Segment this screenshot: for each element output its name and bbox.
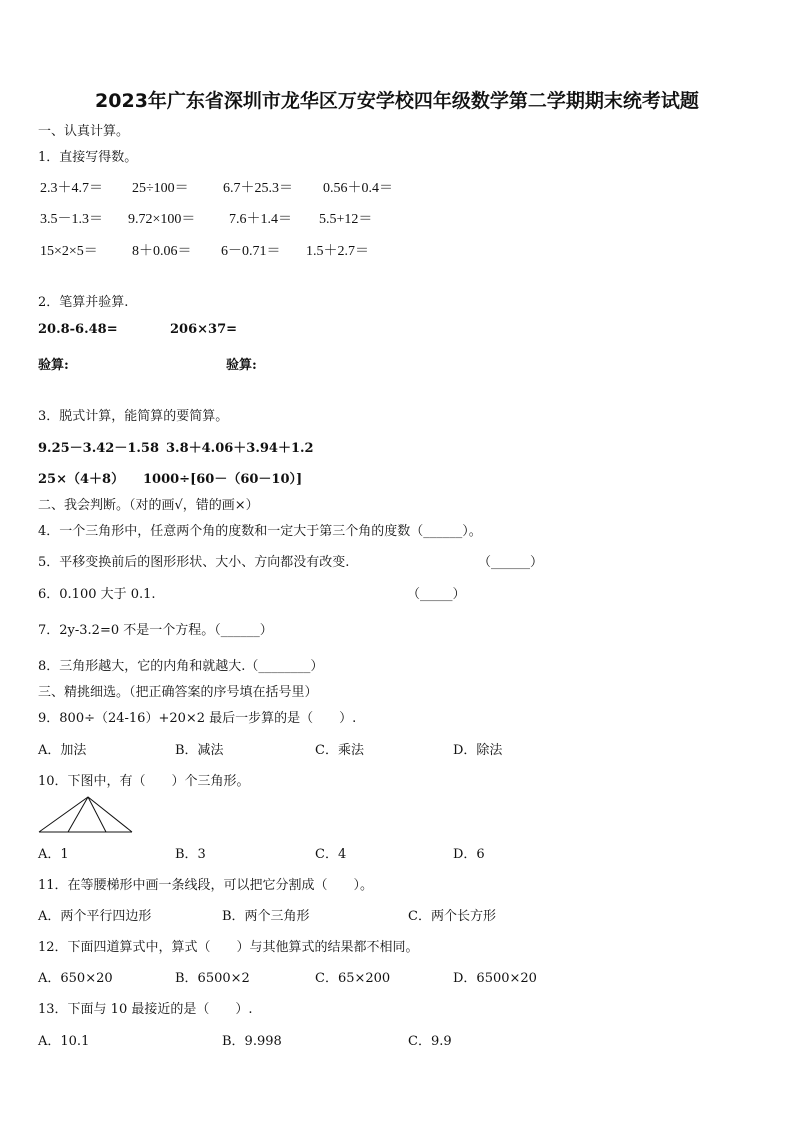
calc-item: 25×（4＋8） (38, 472, 125, 487)
page-title: 2023年广东省深圳市龙华区万安学校四年级数学第二学期期末统考试题 (95, 90, 699, 112)
check-label: 验算: (38, 358, 69, 373)
option-b: B．6500×2 (175, 971, 250, 986)
option-d: D．6500×20 (453, 971, 537, 986)
option-c: C．65×200 (315, 971, 391, 986)
calc-item: 5.5+12＝ (319, 212, 373, 227)
option-b: B．3 (175, 847, 206, 862)
option-a: A．加法 (38, 743, 87, 758)
question-stem: 9．800÷（24-16）+20×2 最后一步算的是（ ）. (38, 711, 357, 726)
calc-item: 6.7＋25.3＝ (223, 181, 293, 196)
calc-item: 1.5＋2.7＝ (306, 244, 369, 259)
calc-item: 9.25－3.42－1.58 (38, 441, 159, 456)
question-label: 1．直接写得数。 (38, 150, 138, 165)
judge-item: 8．三角形越大，它的内角和就越大.（________） (38, 659, 324, 674)
calc-item: 206×37= (170, 322, 238, 337)
judge-item: 6．0.100 大于 0.1. (38, 587, 156, 602)
option-c: C．4 (315, 847, 347, 862)
option-a: A．1 (38, 847, 69, 862)
option-d: D．6 (453, 847, 485, 862)
check-label: 验算: (226, 358, 257, 373)
option-c: C．9.9 (408, 1034, 452, 1049)
calc-item: 8＋0.06＝ (132, 244, 192, 259)
calc-item: 20.8-6.48= (38, 322, 118, 337)
option-c: C．两个长方形 (408, 909, 496, 924)
section-heading: 三、精挑细选。（把正确答案的序号填在括号里） (38, 685, 318, 700)
option-b: B．两个三角形 (222, 909, 310, 924)
option-c: C．乘法 (315, 743, 364, 758)
judge-item: 4．一个三角形中，任意两个角的度数和一定大于第三个角的度数（______）。 (38, 524, 482, 539)
calc-item: 6－0.71＝ (221, 244, 281, 259)
option-d: D．除法 (453, 743, 503, 758)
judge-item: 7．2y-3.2=0 不是一个方程。（______） (38, 623, 273, 638)
calc-item: 7.6＋1.4＝ (229, 212, 292, 227)
calc-item: 1000÷[60－（60－10）] (143, 472, 303, 487)
question-stem: 13．下面与 10 最接近的是（ ）. (38, 1002, 253, 1017)
answer-blank: （______） (478, 555, 544, 570)
option-b: B．减法 (175, 743, 224, 758)
calc-item: 3.5－1.3＝ (40, 212, 103, 227)
section-heading: 一、认真计算。 (38, 124, 130, 139)
question-stem: 10．下图中，有（ ）个三角形。 (38, 774, 250, 789)
calc-item: 25÷100＝ (132, 181, 189, 196)
calc-item: 0.56＋0.4＝ (323, 181, 393, 196)
question-stem: 11．在等腰梯形中画一条线段，可以把它分割成（ ）。 (38, 878, 374, 893)
question-label: 3．脱式计算，能简算的要简算。 (38, 409, 229, 424)
calc-item: 15×2×5＝ (40, 244, 98, 259)
section-heading: 二、我会判断。（对的画√，错的画×） (38, 498, 259, 513)
option-a: A．10.1 (38, 1034, 90, 1049)
triangle-figure (38, 796, 134, 834)
answer-blank: （_____） (407, 587, 466, 602)
option-b: B．9.998 (222, 1034, 282, 1049)
calc-item: 3.8＋4.06＋3.94＋1.2 (166, 441, 314, 456)
calc-item: 9.72×100＝ (128, 212, 196, 227)
question-label: 2．笔算并验算. (38, 295, 129, 310)
judge-item: 5．平移变换前后的图形形状、大小、方向都没有改变. (38, 555, 350, 570)
question-stem: 12．下面四道算式中，算式（ ）与其他算式的结果都不相同。 (38, 940, 419, 955)
calc-item: 2.3＋4.7＝ (40, 181, 103, 196)
option-a: A．两个平行四边形 (38, 909, 152, 924)
option-a: A．650×20 (38, 971, 113, 986)
